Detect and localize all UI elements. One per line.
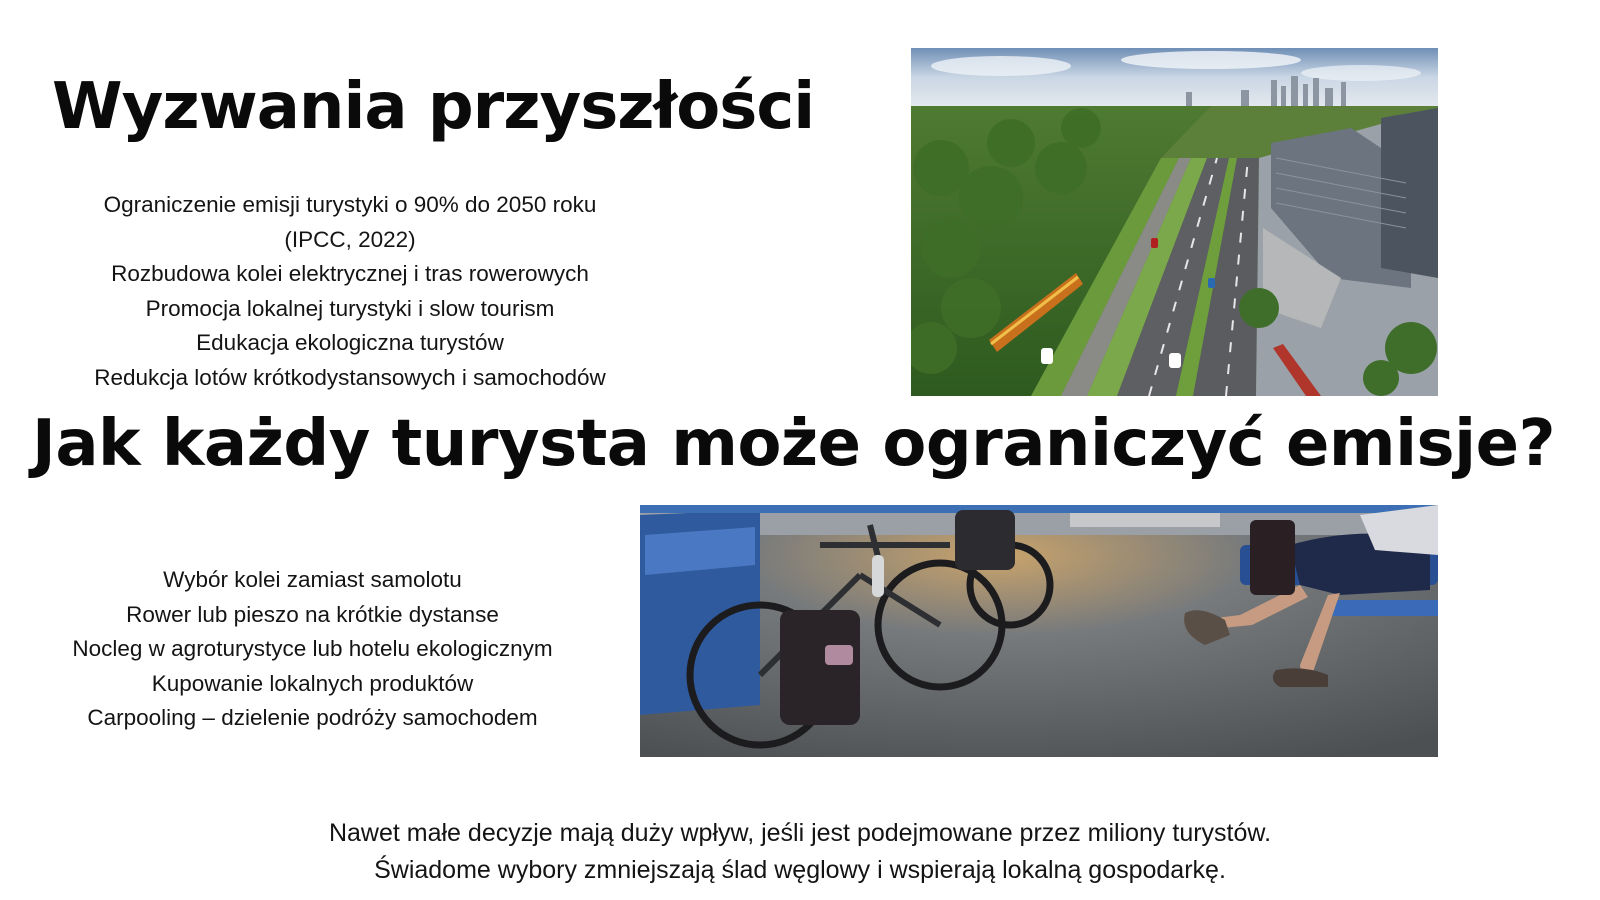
city-road-photo <box>911 48 1438 396</box>
train-bicycles-photo <box>640 505 1438 757</box>
section-title-challenges: Wyzwania przyszłości <box>52 70 815 144</box>
list-item: Rozbudowa kolei elektrycznej i tras rowerowych <box>111 261 589 286</box>
closing-line-1: Nawet małe decyzje mają duży wpływ, jeśli jest podejmowane przez miliony turystów. <box>328 819 1272 847</box>
closing-message <box>200 815 1400 889</box>
tourist-actions-list <box>40 563 585 736</box>
list-item: Rower lub pieszo na krótkie dystanse <box>126 601 499 627</box>
list-item: (IPCC, 2022) <box>284 226 416 252</box>
list-item: Promocja lokalnej turystyki i slow tourism <box>145 295 555 321</box>
list-item: Carpooling – dzielenie podróży samochodem <box>87 705 538 730</box>
section-title-tourist-actions: Jak każdy turysta może ograniczyć emisje? <box>32 407 1556 481</box>
list-item: Ograniczenie emisji turystyki o 90% do 2050 roku <box>103 192 597 217</box>
list-item: Edukacja ekologiczna turystów <box>196 330 504 355</box>
challenges-list <box>60 188 640 395</box>
list-item: Wybór kolei zamiast samolotu <box>163 567 462 592</box>
list-item: Kupowanie lokalnych produktów <box>151 670 474 696</box>
list-item: Redukcja lotów krótkodystansowych i samochodów <box>94 364 606 390</box>
list-item: Nocleg w agroturystyce lub hotelu ekologicznym <box>72 636 553 661</box>
closing-line-2: Świadome wybory zmniejszają ślad węglowy i wspierają lokalną gospodarkę. <box>374 856 1226 884</box>
